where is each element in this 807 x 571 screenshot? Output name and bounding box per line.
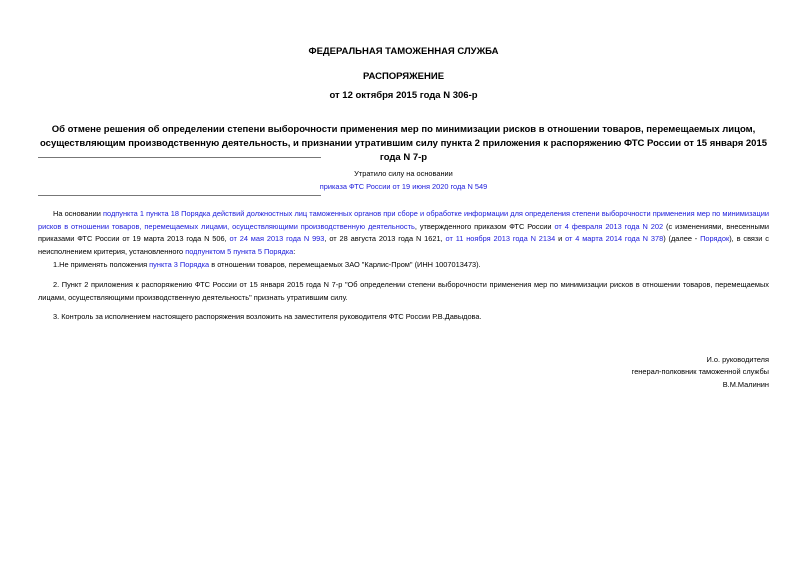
top-divider <box>38 157 321 158</box>
text: На основании <box>53 209 103 218</box>
status-note-text: Утратило силу на основании <box>354 169 453 178</box>
order-2134-link[interactable]: от 11 ноября 2013 года N 2134 <box>445 234 556 243</box>
signature-rank: генерал-полковник таможенной службы <box>631 367 769 376</box>
text: и <box>555 234 566 243</box>
text: : <box>293 246 296 256</box>
document-date-number: от 12 октября 2015 года N 306-р <box>329 90 478 101</box>
procedure-subitem-link[interactable]: подпункта 1 пункта 18 Порядка действий должностных лиц таможенных органов при сборе и обработке информации для определения степени выборочности применения мер по минимизации рисков в отношении товаров, перемещаемых лицами, осуществляющими производственную деятельность <box>38 209 769 231</box>
paragraph-item-3: 3. Контроль за исполнением настоящего распоряжения возложить на заместителя руководителя ФТС России Р.В.Давыдова. <box>53 312 482 321</box>
order-378-link[interactable]: от 4 марта 2014 года N 378 <box>565 234 664 243</box>
text: ), в связи с неисполнением критерия, установленного <box>38 234 769 256</box>
text: (с изменениями, внесенными приказами ФТС России от 19 марта 2013 года N 506, <box>38 221 769 243</box>
agency-name: ФЕДЕРАЛЬНАЯ ТАМОЖЕННАЯ СЛУЖБА <box>308 46 499 57</box>
status-note-link-line <box>0 180 807 193</box>
procedure-link[interactable]: Порядок <box>700 234 730 243</box>
procedure-item-3-link[interactable]: пункта 3 Порядка <box>149 260 210 269</box>
document-title: Об отмене решения об определении степени выборочности применения мер по минимизации рисков в отношении товаров, перемещаемых лицом, осуществляющим производственную деятельность, и признании утратившим силу пункта 2 приложения к распоряжению ФТС России от 15 января 2015 года N 7-р <box>39 124 768 163</box>
text: , от 28 августа 2013 года N 1621, <box>324 234 446 243</box>
signature-name: В.М.Малинин <box>722 380 769 389</box>
paragraph-item-2: 2. Пункт 2 приложения к распоряжению ФТС России от 15 января 2015 года N 7-р "Об определении степени выборочности применения мер по минимизации рисков в отношении товаров, перемещаемых лицами, осуществляющими производственную деятельность" признать утратившим силу. <box>38 280 769 302</box>
text: 1.Не применять положения <box>53 260 150 269</box>
document-type: РАСПОРЯЖЕНИЕ <box>362 71 445 82</box>
order-993-link[interactable]: от 24 мая 2013 года N 993 <box>229 234 325 243</box>
signature-position: И.о. руководителя <box>706 355 769 364</box>
paragraph-basis <box>38 208 769 258</box>
text: в отношении товаров, перемещаемых ЗАО "Карлис-Пром" (ИНН 1007013473). <box>209 260 481 269</box>
order-202-link[interactable]: от 4 февраля 2013 года N 202 <box>554 221 664 231</box>
text: ) (далее - <box>663 234 701 243</box>
subitem-5-link[interactable]: подпунктом 5 пункта 5 Порядка <box>185 246 294 256</box>
bottom-divider <box>38 195 321 196</box>
repeal-order-link[interactable]: приказа ФТС России от 19 июня 2020 года N 549 <box>319 182 488 191</box>
text: , утвержденного приказом ФТС России <box>414 221 555 231</box>
paragraph-item-1 <box>38 259 769 272</box>
